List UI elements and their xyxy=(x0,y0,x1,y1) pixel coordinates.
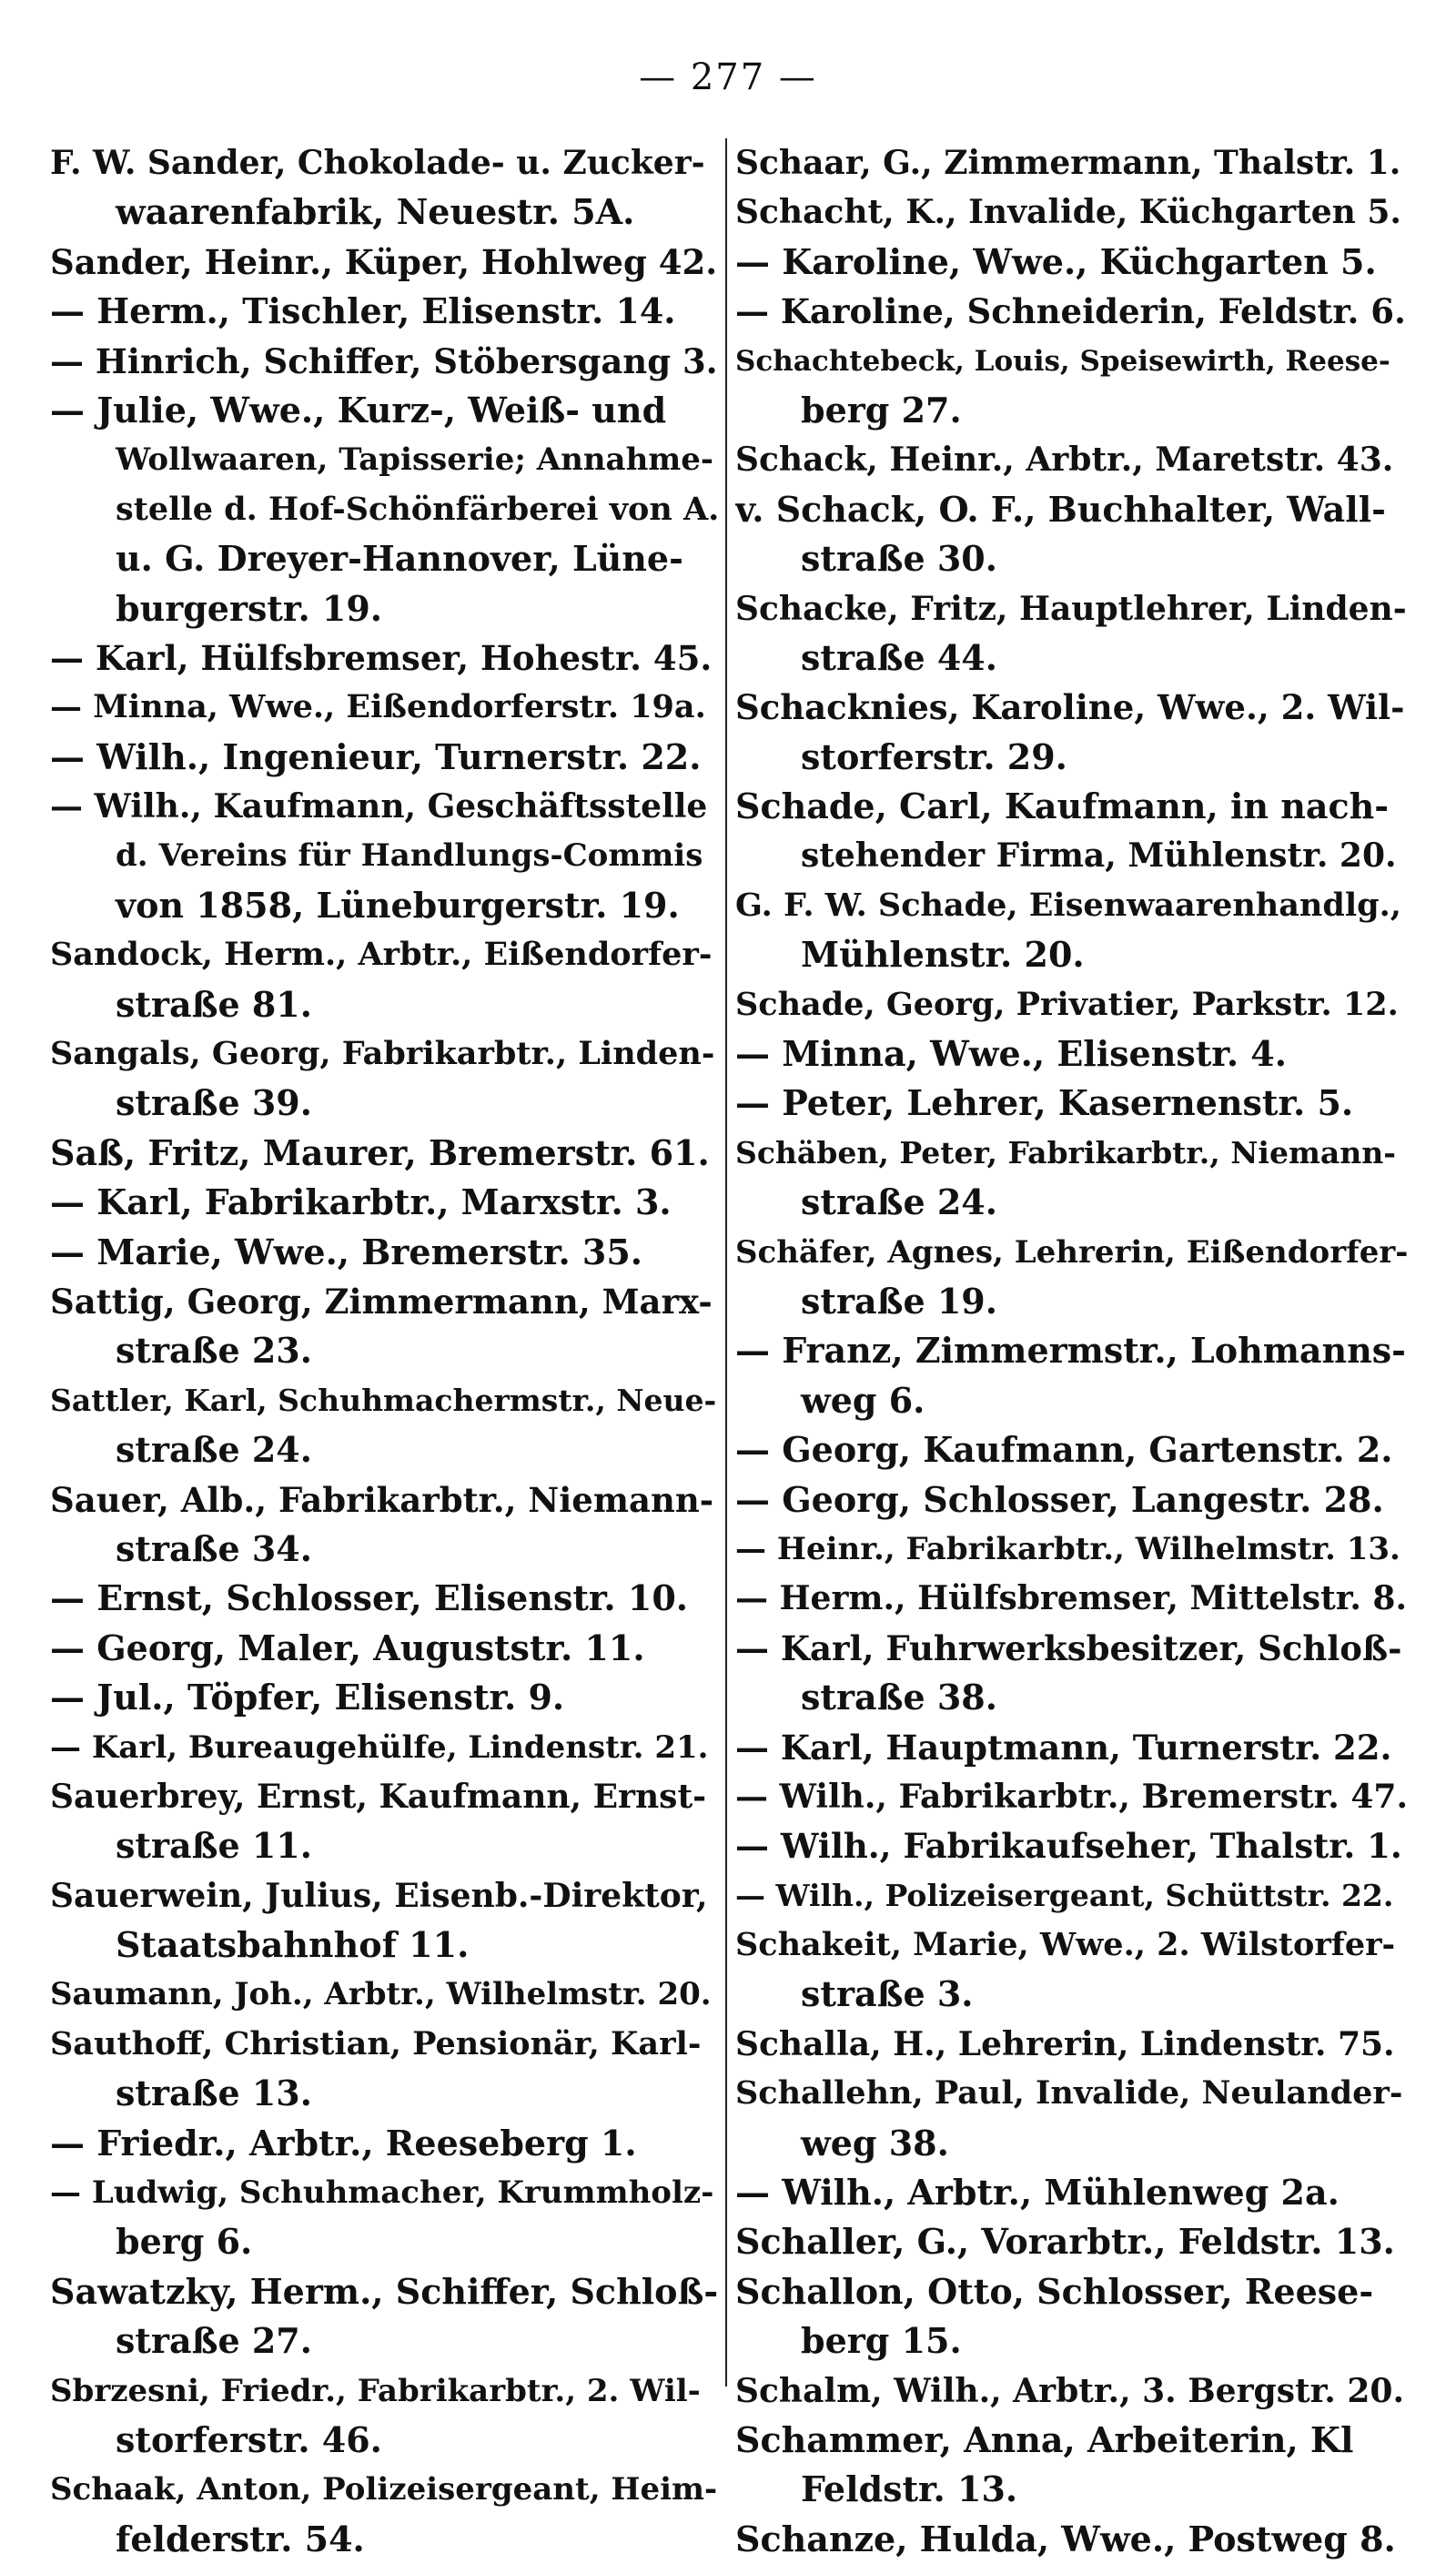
directory-entry-line: v. Schack, O. F., Buchhalter, Wall- xyxy=(735,488,1386,530)
directory-entry-line: — Karl, Hülfsbremser, Hohestr. 45. xyxy=(50,637,713,678)
directory-entry-line: Schakeit, Marie, Wwe., 2. Wilstorfer- xyxy=(735,1926,1396,1964)
directory-entry-line: — Wilh., Fabrikaufseher, Thalstr. 1. xyxy=(735,1826,1402,1867)
directory-entry-line: Saumann, Joh., Arbtr., Wilhelmstr. 20. xyxy=(50,1976,712,2013)
directory-entry-line: — Marie, Wwe., Bremerstr. 35. xyxy=(50,1231,643,1272)
directory-entry-line: Sauerwein, Julius, Eisenb.-Direktor, xyxy=(50,1876,708,1915)
directory-entry-line: berg 27. xyxy=(801,389,962,431)
directory-entry-line: berg 6. xyxy=(116,2221,253,2263)
directory-entry-line: waarenfabrik, Neuestr. 5A. xyxy=(116,191,635,233)
directory-entry-line: straße 19. xyxy=(801,1280,997,1322)
directory-entry-line: Schalm, Wilh., Arbtr., 3. Bergstr. 20. xyxy=(735,2371,1404,2410)
directory-entry-line: — Franz, Zimmermstr., Lohmanns- xyxy=(735,1330,1406,1372)
directory-entry-line: Sattig, Georg, Zimmermann, Marx- xyxy=(50,1281,713,1322)
directory-entry-line: berg 15. xyxy=(801,2320,962,2362)
directory-entry-line: — Peter, Lehrer, Kasernenstr. 5. xyxy=(735,1082,1354,1124)
directory-entry-line: — Herm., Hülfsbremser, Mittelstr. 8. xyxy=(735,1579,1408,1618)
directory-entry-line: Saß, Fritz, Maurer, Bremerstr. 61. xyxy=(50,1131,710,1173)
directory-entry-line: — Wilh., Kaufmann, Geschäftsstelle xyxy=(50,787,708,826)
directory-entry-line: Sattler, Karl, Schuhmachermstr., Neue- xyxy=(50,1382,717,1418)
directory-entry-line: Schacht, K., Invalide, Küchgarten 5. xyxy=(735,193,1401,232)
directory-entry-line: — Wilh., Fabrikarbtr., Bremerstr. 47. xyxy=(735,1777,1409,1816)
directory-entry-line: von 1858, Lüneburgerstr. 19. xyxy=(116,884,680,926)
directory-entry-line: — Karl, Fabrikarbtr., Marxstr. 3. xyxy=(50,1181,672,1223)
directory-entry-line: Schammer, Anna, Arbeiterin, Kl xyxy=(735,2418,1354,2460)
directory-entry-line: Schaller, G., Vorarbtr., Feldstr. 13. xyxy=(735,2221,1395,2263)
directory-entry-line: weg 38. xyxy=(801,2122,949,2164)
directory-entry-line: — Ernst, Schlosser, Elisenstr. 10. xyxy=(50,1577,688,1619)
directory-entry-line: straße 13. xyxy=(116,2072,312,2114)
directory-entry-line: Schacknies, Karoline, Wwe., 2. Wil- xyxy=(735,687,1405,728)
directory-entry-line: — Jul., Töpfer, Elisenstr. 9. xyxy=(50,1677,565,1718)
directory-entry-line: straße 27. xyxy=(116,2320,312,2362)
directory-entry-line: — Ludwig, Schuhmacher, Krummholz- xyxy=(50,2174,714,2212)
directory-entry-line: — Herm., Tischler, Elisenstr. 14. xyxy=(50,290,676,332)
directory-entry-line: — Wilh., Arbtr., Mühlenweg 2a. xyxy=(735,2172,1340,2214)
directory-entry-line: Schäben, Peter, Fabrikarbtr., Niemann- xyxy=(735,1134,1396,1171)
directory-entry-line: — Heinr., Fabrikarbtr., Wilhelmstr. 13. xyxy=(735,1530,1400,1567)
directory-entry-line: Sbrzesni, Friedr., Fabrikarbtr., 2. Wil- xyxy=(50,2372,701,2409)
directory-entry-line: Schanze, Hulda, Wwe., Postweg 8. xyxy=(735,2518,1396,2559)
directory-entry-line: straße 44. xyxy=(801,636,997,678)
directory-entry-line: straße 30. xyxy=(801,538,997,580)
right-column xyxy=(735,138,1409,2564)
directory-entry-line: straße 81. xyxy=(116,983,312,1025)
directory-entry-line: — Karoline, Schneiderin, Feldstr. 6. xyxy=(735,291,1406,332)
directory-entry-line: Sangals, Georg, Fabrikarbtr., Linden- xyxy=(50,1035,715,1073)
directory-entry-line: Mühlenstr. 20. xyxy=(801,934,1085,976)
directory-entry-line: Schade, Georg, Privatier, Parkstr. 12. xyxy=(735,985,1399,1023)
directory-entry-line: straße 24. xyxy=(801,1181,997,1223)
directory-entry-line: straße 39. xyxy=(116,1082,312,1124)
directory-entry-line: weg 6. xyxy=(801,1379,925,1421)
directory-entry-line: — Karoline, Wwe., Küchgarten 5. xyxy=(735,240,1377,282)
directory-entry-line: felderstr. 54. xyxy=(116,2518,365,2559)
directory-entry-line: Feldstr. 13. xyxy=(801,2468,1018,2510)
directory-entry-line: — Georg, Maler, Auguststr. 11. xyxy=(50,1627,645,1668)
directory-entry-line: stelle d. Hof-Schönfärberei von A. xyxy=(116,490,719,528)
directory-entry-line: u. G. Dreyer-Hannover, Lüne- xyxy=(116,538,683,580)
directory-entry-line: Schade, Carl, Kaufmann, in nach- xyxy=(735,785,1390,827)
directory-entry-line: burgerstr. 19. xyxy=(116,587,383,629)
directory-entry-line: Sauerbrey, Ernst, Kaufmann, Ernst- xyxy=(50,1777,707,1816)
directory-entry-line: Sauthoff, Christian, Pensionär, Karl- xyxy=(50,2024,702,2062)
directory-entry-line: stehender Firma, Mühlenstr. 20. xyxy=(801,836,1397,876)
directory-entry-line: straße 38. xyxy=(801,1677,997,1718)
directory-entry-line: Sauer, Alb., Fabrikarbtr., Niemann- xyxy=(50,1479,714,1520)
directory-entry-line: Schaar, G., Zimmermann, Thalstr. 1. xyxy=(735,144,1401,182)
directory-entry-line: straße 11. xyxy=(116,1825,312,1867)
directory-entry-line: Schacke, Fritz, Hauptlehrer, Linden- xyxy=(735,589,1407,628)
column-divider xyxy=(725,138,727,2387)
directory-entry-line: Schalla, H., Lehrerin, Lindenstr. 75. xyxy=(735,2024,1395,2063)
directory-entry-line: — Georg, Schlosser, Langestr. 28. xyxy=(735,1478,1384,1520)
page-number: — 277 — xyxy=(639,56,817,98)
directory-entry-line: F. W. Sander, Chokolade- u. Zucker- xyxy=(50,144,705,182)
directory-entry-line: — Karl, Fuhrwerksbesitzer, Schloß- xyxy=(735,1627,1402,1668)
directory-entry-line: Sander, Heinr., Küper, Hohlweg 42. xyxy=(50,241,718,282)
directory-entry-line: Wollwaaren, Tapisserie; Annahme- xyxy=(116,441,714,479)
directory-entry-line: — Georg, Kaufmann, Gartenstr. 2. xyxy=(735,1429,1393,1471)
directory-entry-line: d. Vereins für Handlungs-Commis xyxy=(116,837,703,875)
directory-entry-line: Sawatzky, Herm., Schiffer, Schloß- xyxy=(50,2270,719,2312)
directory-entry-line: — Wilh., Ingenieur, Turnerstr. 22. xyxy=(50,735,702,777)
directory-entry-line: G. F. W. Schade, Eisenwaarenhandlg., xyxy=(735,886,1401,924)
directory-entry-line: — Julie, Wwe., Kurz-, Weiß- und xyxy=(50,389,667,431)
directory-entry-line: Schallon, Otto, Schlosser, Reese- xyxy=(735,2270,1374,2312)
directory-entry-line: — Minna, Wwe., Eißendorferstr. 19a. xyxy=(50,688,706,726)
directory-entry-line: straße 34. xyxy=(116,1527,312,1569)
directory-entry-line: — Wilh., Polizeisergeant, Schüttstr. 22. xyxy=(735,1877,1394,1913)
directory-entry-line: straße 24. xyxy=(116,1429,312,1471)
directory-entry-line: — Friedr., Arbtr., Reeseberg 1. xyxy=(50,2122,637,2164)
directory-entry-line: storferstr. 46. xyxy=(116,2418,382,2460)
directory-entry-line: — Karl, Bureaugehülfe, Lindenstr. 21. xyxy=(50,1728,709,1766)
directory-entry-line: straße 3. xyxy=(801,1973,974,2015)
directory-entry-line: Schack, Heinr., Arbtr., Maretstr. 43. xyxy=(735,441,1394,480)
directory-entry-line: Sandock, Herm., Arbtr., Eißendorfer- xyxy=(50,936,713,974)
directory-entry-line: — Karl, Hauptmann, Turnerstr. 22. xyxy=(735,1727,1392,1768)
directory-entry-line: Staatsbahnhof 11. xyxy=(116,1924,470,1966)
directory-entry-line: Schallehn, Paul, Invalide, Neulander- xyxy=(735,2074,1403,2113)
directory-entry-line: storferstr. 29. xyxy=(801,735,1067,777)
directory-entry-line: Schaak, Anton, Polizeisergeant, Heim- xyxy=(50,2471,718,2508)
directory-entry-line: Schäfer, Agnes, Lehrerin, Eißendorfer- xyxy=(735,1233,1409,1271)
directory-entry-line: — Minna, Wwe., Elisenstr. 4. xyxy=(735,1033,1287,1075)
directory-entry-line: — Hinrich, Schiffer, Stöbersgang 3. xyxy=(50,340,718,381)
directory-entry-line: Schachtebeck, Louis, Speisewirth, Reese- xyxy=(735,344,1390,378)
directory-entry-line: straße 23. xyxy=(116,1330,312,1372)
left-column xyxy=(50,138,719,2564)
